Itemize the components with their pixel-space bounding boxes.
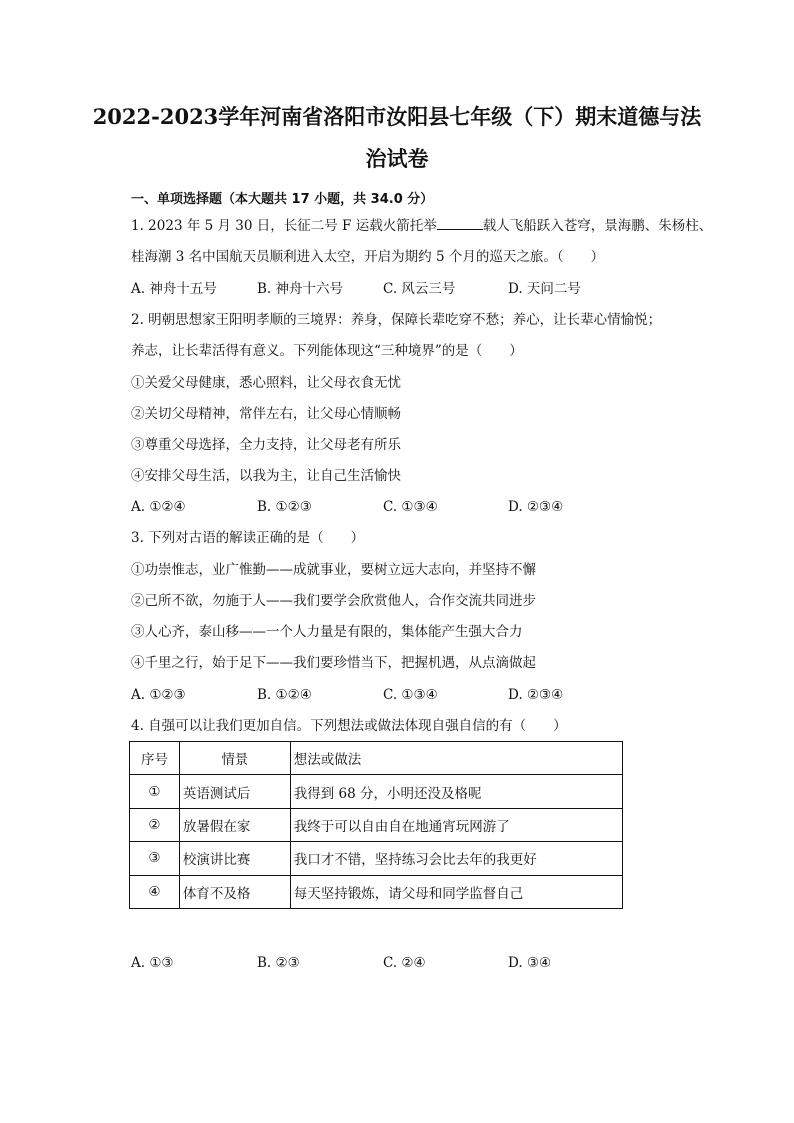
paper-title-line-1: 2022-2023学年河南省洛阳市汝阳县七年级（下）期末道德与法 <box>92 104 702 129</box>
q2-option-a: A. ①②④ <box>131 499 186 515</box>
q1-stem-part-b: 载人飞船跃入苍穹，景海鹏、朱杨柱、 <box>482 218 713 234</box>
row-number: ① <box>130 775 180 808</box>
header-cell-number: 序号 <box>130 742 180 775</box>
q3-option-d: D. ②③④ <box>508 687 564 703</box>
q1-stem-line-1 <box>131 217 712 235</box>
q2-option-d: D. ②③④ <box>508 499 564 515</box>
row-idea: 我终于可以自由自在地通宵玩网游了 <box>290 808 622 841</box>
q3-item-4: ④千里之行，始于足下——我们要珍惜当下，把握机遇，从点滴做起 <box>131 655 536 671</box>
row-number: ④ <box>130 875 180 908</box>
q1-stem-part-a: 1. 2023 年 5 月 30 日，长征二号 F 运载火箭托举 <box>131 218 437 234</box>
q3-item-2: ②己所不欲，勿施于人——我们要学会欣赏他人，合作交流共同进步 <box>131 593 536 609</box>
table-row <box>130 775 623 808</box>
q3-option-b: B. ①②④ <box>257 687 312 703</box>
q3-options <box>131 686 651 704</box>
q3-option-a: A. ①②③ <box>131 687 186 703</box>
row-scene: 英语测试后 <box>179 775 290 808</box>
table-row <box>130 842 623 875</box>
row-idea: 每天坚持锻炼，请父母和同学监督自己 <box>290 875 622 908</box>
q4-option-b: B. ②③ <box>257 955 300 971</box>
table-header-row <box>130 742 623 775</box>
q2-stem-line-1: 2. 明朝思想家王阳明孝顺的三境界：养身，保障长辈吃穿不愁；养心，让长辈心情愉悦； <box>131 312 662 328</box>
q1-option-a: A. 神舟十五号 <box>131 281 217 297</box>
q2-item-3: ③尊重父母选择，全力支持，让父母老有所乐 <box>131 437 401 453</box>
q2-options <box>131 498 651 516</box>
q2-item-1: ①关爱父母健康，悉心照料，让父母衣食无忧 <box>131 375 401 391</box>
q4-option-d: D. ③④ <box>508 955 552 971</box>
q4-table <box>129 741 623 909</box>
q1-option-c: C. 风云三号 <box>383 281 456 297</box>
header-cell-scene: 情景 <box>179 742 290 775</box>
q2-item-2: ②关切父母精神，常伴左右，让父母心情顺畅 <box>131 406 401 422</box>
q4-options <box>131 954 651 972</box>
table-row <box>130 875 623 908</box>
q1-option-d: D. 天问二号 <box>508 281 581 297</box>
q3-stem-line-1: 3. 下列对古语的解读正确的是（ ） <box>131 530 365 546</box>
row-idea: 我得到 68 分，小明还没及格呢 <box>290 775 622 808</box>
header-cell-idea: 想法或做法 <box>290 742 622 775</box>
q1-option-b: B. 神舟十六号 <box>257 281 344 297</box>
paper-title-line-2: 治试卷 <box>365 146 429 171</box>
row-number: ③ <box>130 842 180 875</box>
row-idea: 我口才不错，坚持练习会比去年的我更好 <box>290 842 622 875</box>
q2-option-b: B. ①②③ <box>257 499 312 515</box>
row-scene: 体育不及格 <box>179 875 290 908</box>
q1-options <box>131 280 651 298</box>
q2-item-4: ④安排父母生活，以我为主，让自己生活愉快 <box>131 468 401 484</box>
q3-option-c: C. ①③④ <box>383 687 438 703</box>
q3-item-3: ③人心齐，泰山移——一个人力量是有限的，集体能产生强大合力 <box>131 624 523 640</box>
q2-option-c: C. ①③④ <box>383 499 438 515</box>
q4-option-c: C. ②④ <box>383 955 426 971</box>
section-heading: 一、单项选择题（本大题共 17 小题，共 34.0 分） <box>131 192 434 207</box>
q2-stem-line-2: 养志，让长辈活得有意义。下列能体现这“三种境界”的是（ ） <box>131 343 523 359</box>
q1-stem-line-2: 桂海潮 3 名中国航天员顺利进入太空，开启为期约 5 个月的巡天之旅。（ ） <box>131 249 605 265</box>
q4-option-a: A. ①③ <box>131 955 174 971</box>
q1-answer-blank <box>437 217 483 230</box>
row-number: ② <box>130 808 180 841</box>
row-scene: 放暑假在家 <box>179 808 290 841</box>
row-scene: 校演讲比赛 <box>179 842 290 875</box>
q4-stem-line-1: 4. 自强可以让我们更加自信。下列想法或做法体现自强自信的有（ ） <box>131 718 567 734</box>
q3-item-1: ①功崇惟志，业广惟勤——成就事业，要树立远大志向，并坚持不懈 <box>131 562 536 578</box>
table-row <box>130 808 623 841</box>
